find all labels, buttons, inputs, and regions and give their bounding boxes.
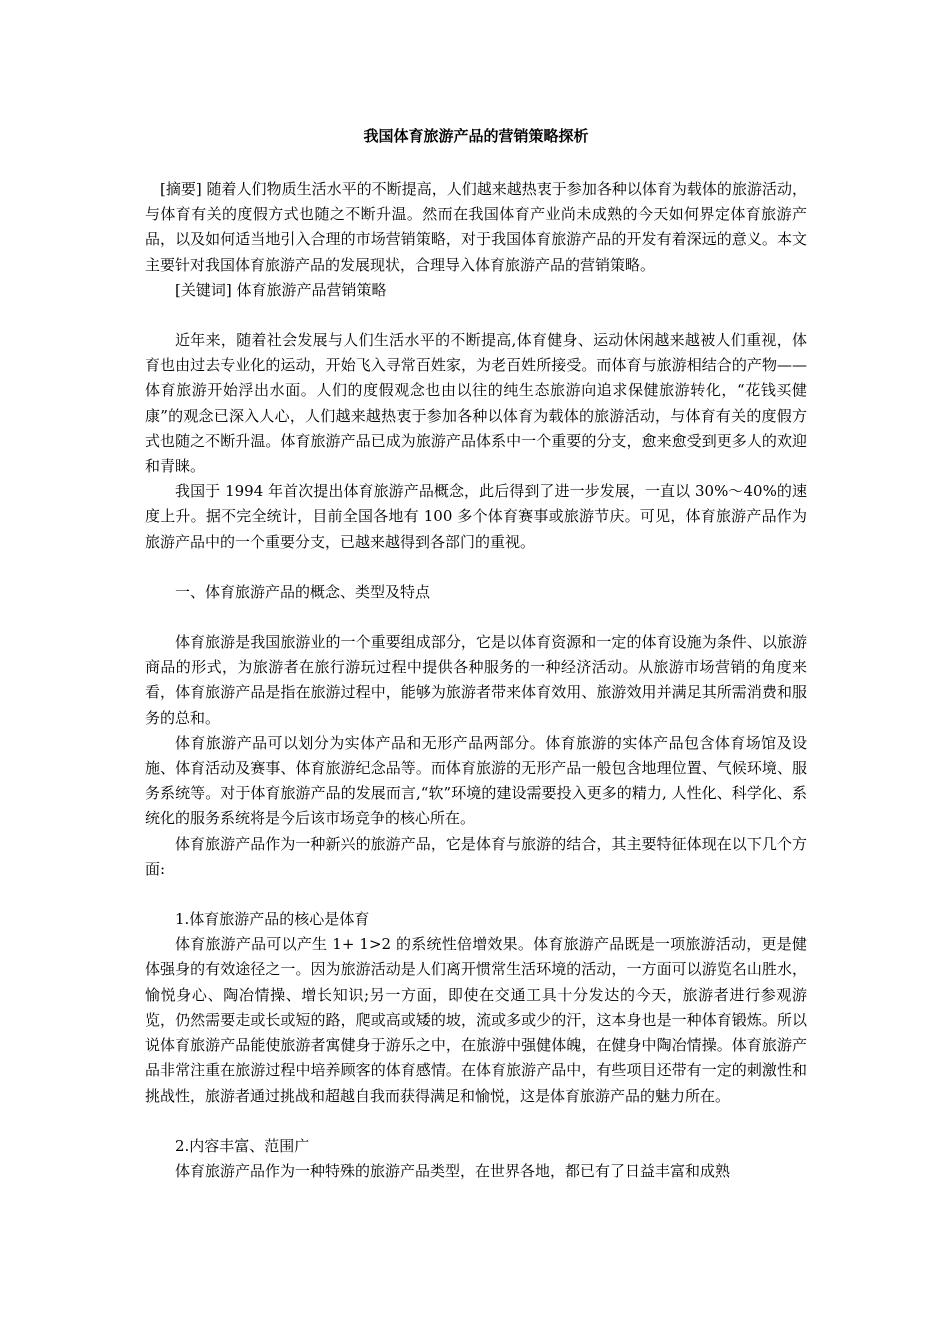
paragraph-gap bbox=[145, 303, 807, 328]
subsection-1-heading: 1.体育旅游产品的核心是体育 bbox=[175, 910, 370, 929]
keywords-line: [关键词] 体育旅游产品营销策略 bbox=[175, 280, 387, 299]
paragraph-gap bbox=[145, 882, 807, 907]
document-title: 我国体育旅游产品的营销策略探析 bbox=[363, 127, 589, 145]
intro-paragraph-2: 我国于 1994 年首次提出体育旅游产品概念，此后得到了进一步发展，一直以 30%～40%的速度上升。据不完全统计，目前全国各地有 100 多个体育赛事或旅游节庆。可见，体育旅游产品作为旅游产品中的一个重要分支，已越来越得到各部门的重视。 bbox=[145, 482, 807, 551]
subsection-2-paragraph: 体育旅游产品作为一种特殊的旅游产品类型，在世界各地，都已有了日益丰富和成熟 bbox=[175, 1161, 731, 1180]
paragraph-gap bbox=[145, 605, 807, 630]
section-1-heading: 一、体育旅游产品的概念、类型及特点 bbox=[175, 582, 431, 601]
document-body bbox=[145, 123, 807, 1184]
section-1-paragraph-1: 体育旅游是我国旅游业的一个重要组成部分，它是以体育资源和一定的体育设施为条件、以旅游商品的形式，为旅游者在旅行游玩过程中提供各种服务的一种经济活动。从旅游市场营销的角度来看，体育旅游产品是指在旅游过程中，能够为旅游者带来体育效用、旅游效用并满足其所需消费和服务的总和。 bbox=[145, 633, 807, 727]
subsection-2-heading: 2.内容丰富、范围广 bbox=[175, 1136, 310, 1155]
paragraph-gap bbox=[145, 1109, 807, 1134]
abstract-paragraph: [摘要] 随着人们物质生活水平的不断提高，人们越来越热衷于参加各种以体育为载体的旅游活动，与体育有关的度假方式也随之不断升温。然而在我国体育产业尚未成熟的今天如何界定体育旅游产品，以及如何适当地引入合理的市场营销策略，对于我国体育旅游产品的开发有着深远的意义。本文主要针对我国体育旅游产品的发展现状，合理导入体育旅游产品的营销策略。 bbox=[145, 180, 807, 274]
section-1-paragraph-2: 体育旅游产品可以划分为实体产品和无形产品两部分。体育旅游的实体产品包含体育场馆及设施、体育活动及赛事、体育旅游纪念品等。而体育旅游的无形产品一般包含地理位置、气候环境、服务系统等。对于体育旅游产品的发展而言,“软”环境的建设需要投入更多的精力, 人性化、科学化、系统化的服务系统将是今后该市场竞争的核心所在。 bbox=[145, 733, 807, 828]
intro-paragraph-1: 近年来，随着社会发展与人们生活水平的不断提高,体育健身、运动休闲越来越被人们重视，体育也由过去专业化的运动，开始飞入寻常百姓家，为老百姓所接受。而体育与旅游相结合的产物——体育旅游开始浮出水面。人们的度假观念也由以往的纯生态旅游向追求保健旅游转化，“花钱买健康”的观念已深入人心，人们越来越热衷于参加各种以体育为载体的旅游活动，与体育有关的度假方式也随之不断升温。体育旅游产品已成为旅游产品体系中一个重要的分支，愈来愈受到更多人的欢迎和青睐。 bbox=[145, 331, 807, 476]
paragraph-gap bbox=[145, 555, 807, 580]
subsection-1-paragraph: 体育旅游产品可以产生 1+ 1>2 的系统性倍增效果。体育旅游产品既是一项旅游活动，更是健体强身的有效途径之一。因为旅游活动是人们离开惯常生活环境的活动，一方面可以游览名山胜水，愉悦身心、陶冶情操、增长知识;另一方面，即使在交通工具十分发达的今天，旅游者进行参观游览，仍然需要走或长或短的路，爬或高或矮的坡，流或多或少的汗，这本身也是一种体育锻炼。所以说体育旅游产品能使旅游者寓健身于游乐之中，在旅游中强健体魄，在健身中陶冶情操。体育旅游产品非常注重在旅游过程中培养顾客的体育感情。在体育旅游产品中，有些项目还带有一定的刺激性和挑战性，旅游者通过挑战和超越自我而获得满足和愉悦，这是体育旅游产品的魅力所在。 bbox=[145, 935, 807, 1105]
section-1-paragraph-3: 体育旅游产品作为一种新兴的旅游产品，它是体育与旅游的结合，其主要特征体现在以下几个方面: bbox=[145, 834, 807, 878]
